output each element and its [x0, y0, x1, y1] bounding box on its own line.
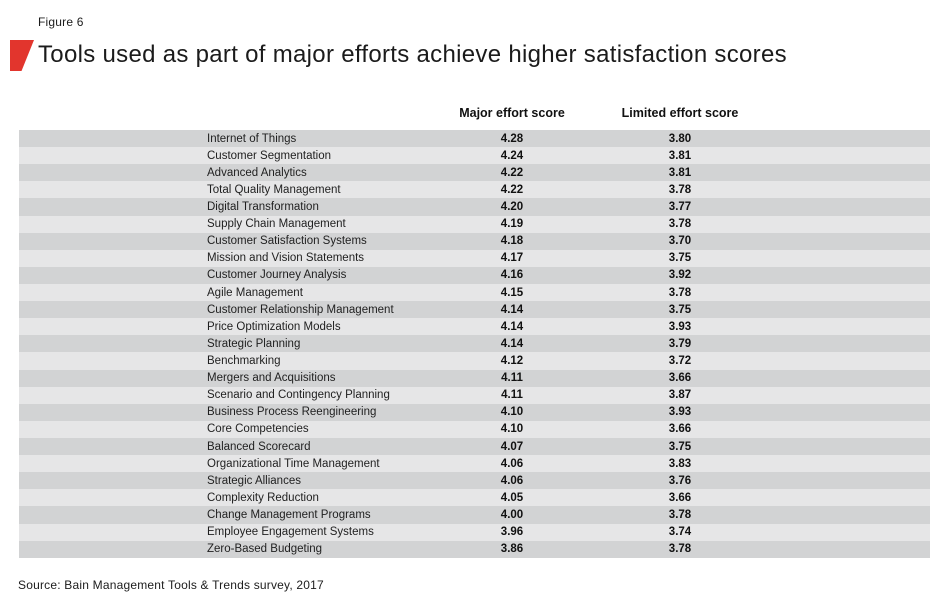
table-row — [19, 284, 930, 301]
limited-effort-score-cell: 3.66 — [668, 372, 692, 385]
major-effort-score-cell: 4.06 — [500, 474, 524, 487]
table-row — [19, 541, 930, 558]
scores-table — [19, 130, 930, 558]
tool-name-cell: Mission and Vision Statements — [207, 252, 365, 265]
limited-effort-score-cell: 3.78 — [668, 508, 692, 521]
table-row — [19, 301, 930, 318]
major-effort-score-cell: 4.15 — [500, 286, 524, 299]
table-row — [19, 387, 930, 404]
major-effort-score-cell: 4.20 — [500, 200, 524, 213]
major-effort-score-cell: 4.17 — [500, 252, 524, 265]
tool-name-cell: Complexity Reduction — [207, 491, 319, 504]
major-effort-score-cell: 4.12 — [500, 354, 524, 367]
bain-flag-icon — [10, 40, 34, 71]
tool-name-cell: Advanced Analytics — [207, 166, 307, 179]
figure-label: Figure 6 — [38, 15, 84, 29]
major-effort-score-cell: 4.18 — [500, 235, 524, 248]
table-row — [19, 164, 930, 181]
tool-name-cell: Customer Journey Analysis — [207, 269, 347, 282]
table-row — [19, 489, 930, 506]
table-row — [19, 130, 930, 147]
major-effort-score-cell: 4.28 — [500, 132, 524, 145]
column-header-major-effort: Major effort score — [459, 106, 565, 120]
tool-name-cell: Digital Transformation — [207, 200, 319, 213]
major-effort-score-cell: 4.07 — [500, 440, 524, 453]
limited-effort-score-cell: 3.87 — [668, 389, 692, 402]
tool-name-cell: Scenario and Contingency Planning — [207, 389, 390, 402]
major-effort-score-cell: 4.24 — [500, 149, 524, 162]
limited-effort-score-cell: 3.81 — [668, 149, 692, 162]
table-row — [19, 421, 930, 438]
limited-effort-score-cell: 3.78 — [668, 218, 692, 231]
tool-name-cell: Supply Chain Management — [207, 218, 346, 231]
tool-name-cell: Mergers and Acquisitions — [207, 372, 336, 385]
table-row — [19, 404, 930, 421]
major-effort-score-cell: 4.14 — [500, 320, 524, 333]
major-effort-score-cell: 4.22 — [500, 166, 524, 179]
table-row — [19, 318, 930, 335]
major-effort-score-cell: 4.22 — [500, 183, 524, 196]
major-effort-score-cell: 4.10 — [500, 406, 524, 419]
major-effort-score-cell: 4.06 — [500, 457, 524, 470]
table-row — [19, 233, 930, 250]
limited-effort-score-cell: 3.79 — [668, 337, 692, 350]
tool-name-cell: Employee Engagement Systems — [207, 526, 374, 539]
tool-name-cell: Internet of Things — [207, 132, 297, 145]
major-effort-score-cell: 3.96 — [500, 526, 524, 539]
source-note: Source: Bain Management Tools & Trends survey, 2017 — [18, 578, 324, 592]
major-effort-score-cell: 4.05 — [500, 491, 524, 504]
major-effort-score-cell: 4.11 — [501, 389, 523, 402]
limited-effort-score-cell: 3.76 — [668, 474, 692, 487]
tool-name-cell: Organizational Time Management — [207, 457, 380, 470]
table-row — [19, 506, 930, 523]
table-row — [19, 181, 930, 198]
limited-effort-score-cell: 3.92 — [668, 269, 692, 282]
tool-name-cell: Benchmarking — [207, 354, 281, 367]
tool-name-cell: Balanced Scorecard — [207, 440, 311, 453]
major-effort-score-cell: 4.19 — [500, 218, 524, 231]
table-row — [19, 472, 930, 489]
tool-name-cell: Change Management Programs — [207, 508, 371, 521]
limited-effort-score-cell: 3.81 — [668, 166, 692, 179]
major-effort-score-cell: 3.86 — [500, 543, 524, 556]
major-effort-score-cell: 4.16 — [500, 269, 524, 282]
table-row — [19, 198, 930, 215]
tool-name-cell: Strategic Alliances — [207, 474, 301, 487]
limited-effort-score-cell: 3.66 — [668, 491, 692, 504]
limited-effort-score-cell: 3.93 — [668, 406, 692, 419]
table-row — [19, 250, 930, 267]
limited-effort-score-cell: 3.78 — [668, 543, 692, 556]
limited-effort-score-cell: 3.66 — [668, 423, 692, 436]
tool-name-cell: Price Optimization Models — [207, 320, 341, 333]
table-row — [19, 267, 930, 284]
major-effort-score-cell: 4.10 — [500, 423, 524, 436]
limited-effort-score-cell: 3.70 — [668, 235, 692, 248]
limited-effort-score-cell: 3.83 — [668, 457, 692, 470]
limited-effort-score-cell: 3.75 — [668, 252, 692, 265]
tool-name-cell: Total Quality Management — [207, 183, 341, 196]
limited-effort-score-cell: 3.93 — [668, 320, 692, 333]
table-row — [19, 147, 930, 164]
major-effort-score-cell: 4.00 — [500, 508, 524, 521]
table-row — [19, 438, 930, 455]
column-header-limited-effort: Limited effort score — [621, 106, 739, 120]
table-row — [19, 352, 930, 369]
tool-name-cell: Core Competencies — [207, 423, 309, 436]
limited-effort-score-cell: 3.74 — [668, 526, 692, 539]
table-row — [19, 216, 930, 233]
limited-effort-score-cell: 3.78 — [668, 286, 692, 299]
tool-name-cell: Strategic Planning — [207, 337, 301, 350]
limited-effort-score-cell: 3.78 — [668, 183, 692, 196]
tool-name-cell: Customer Relationship Management — [207, 303, 394, 316]
tool-name-cell: Customer Satisfaction Systems — [207, 235, 367, 248]
tool-name-cell: Customer Segmentation — [207, 149, 332, 162]
major-effort-score-cell: 4.11 — [501, 372, 523, 385]
table-row — [19, 455, 930, 472]
tool-name-cell: Agile Management — [207, 286, 303, 299]
major-effort-score-cell: 4.14 — [500, 337, 524, 350]
table-row — [19, 524, 930, 541]
limited-effort-score-cell: 3.75 — [668, 440, 692, 453]
limited-effort-score-cell: 3.77 — [668, 200, 692, 213]
limited-effort-score-cell: 3.72 — [668, 354, 692, 367]
tool-name-cell: Zero-Based Budgeting — [207, 543, 323, 556]
tool-name-cell: Business Process Reengineering — [207, 406, 377, 419]
limited-effort-score-cell: 3.75 — [668, 303, 692, 316]
figure-title: Tools used as part of major efforts achieve higher satisfaction scores — [38, 41, 787, 68]
major-effort-score-cell: 4.14 — [500, 303, 524, 316]
limited-effort-score-cell: 3.80 — [668, 132, 692, 145]
table-row — [19, 370, 930, 387]
table-row — [19, 335, 930, 352]
